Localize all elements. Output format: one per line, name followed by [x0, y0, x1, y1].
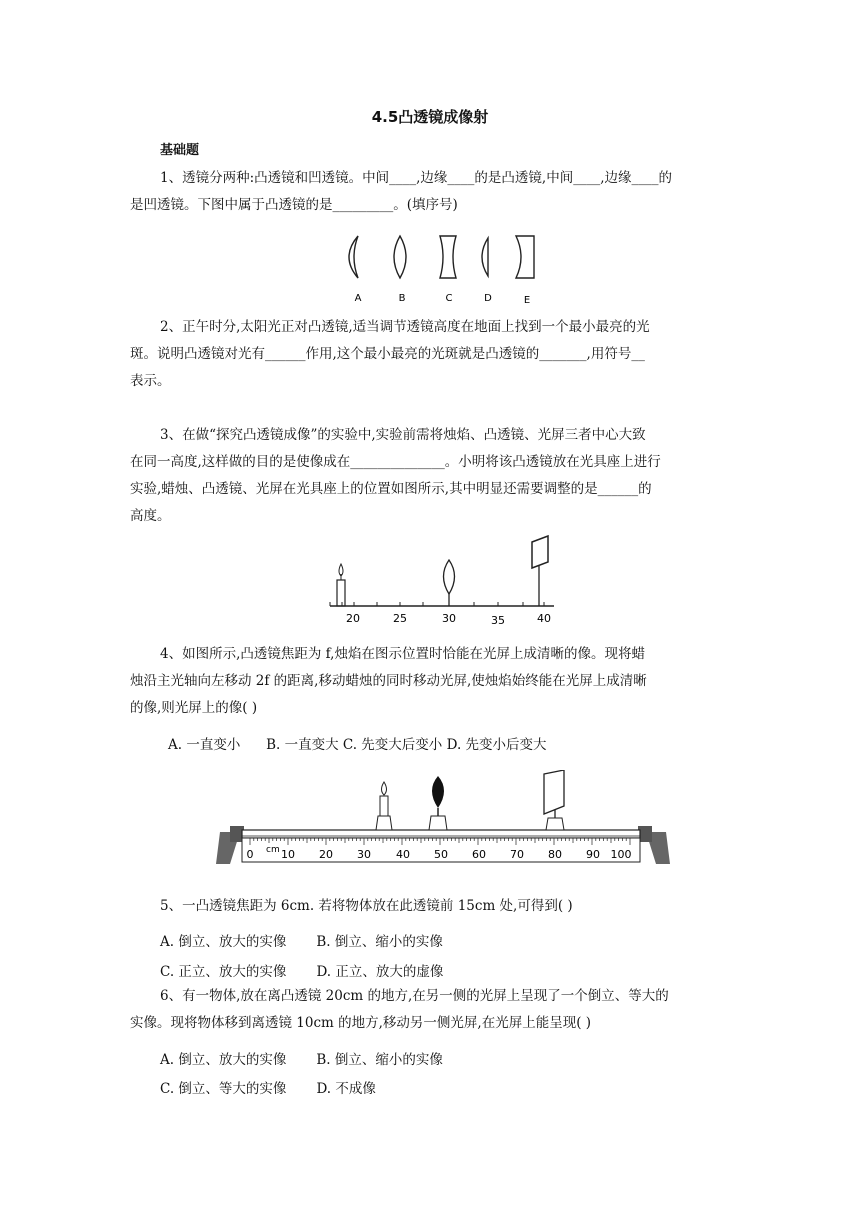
bench-label-50: 50: [434, 848, 448, 861]
question-3: [130, 422, 732, 530]
question-6: [130, 983, 732, 1037]
q6-line1: 6、有一物体,放在离凸透镜 20cm 的地方,在另一侧的光屏上呈现了一个倒立、等大的: [160, 988, 669, 1004]
convex-lens-icon: [444, 560, 455, 606]
q6-line2: 实像。现将物体移到离透镜 10cm 的地方,移动另一侧光屏,在光屏上能呈现( ): [130, 1015, 592, 1031]
q4-line3: 的像,则光屏上的像( ): [130, 700, 258, 716]
lens-b-shape: [394, 236, 406, 278]
q2-line2: 斑。说明凸透镜对光有______作用,这个最小最亮的光斑就是凸透镜的_______,用符号__: [130, 346, 645, 362]
bench-label-80: 80: [548, 848, 562, 861]
bench-label-40: 40: [396, 848, 410, 861]
q3-line2: 在同一高度,这样做的目的是使像成在______________。小明将该凸透镜放在光具座上进行: [130, 454, 661, 470]
q6-options-row-1: A. 倒立、放大的实像 B. 倒立、缩小的实像: [160, 1052, 443, 1068]
lens-d-shape: [482, 238, 488, 276]
lens-label-c: C: [445, 293, 453, 304]
q5-stem: 5、一凸透镜焦距为 6cm. 若将物体放在此透镜前 15cm 处,可得到( ): [160, 898, 573, 914]
q3-line4: 高度。: [130, 508, 171, 524]
bench-unit-label: cm: [266, 845, 280, 855]
q1-line2: 是凹透镜。下图中属于凸透镜的是_________。(填序号): [130, 197, 458, 213]
bench-label-0: 0: [246, 848, 254, 861]
question-4: [130, 641, 732, 722]
q4-line1: 4、如图所示,凸透镜焦距为 f,烛焰在图示位置时恰能在光屏上成清晰的像。现将蜡: [160, 646, 645, 662]
q4-line2: 烛沿主光轴向左移动 2f 的距离,移动蜡烛的同时移动光屏,使烛焰始终能在光屏上成清晰: [130, 673, 647, 689]
candle-icon: [337, 564, 345, 606]
section-heading: 基础题: [160, 143, 200, 158]
lens-shapes-figure: [336, 230, 546, 310]
bench-label-70: 70: [510, 848, 524, 861]
question-5: [130, 893, 732, 920]
q2-line3: 表示。: [130, 373, 171, 389]
q6-options-row-2: C. 倒立、等大的实像 D. 不成像: [160, 1081, 376, 1097]
q3-line1: 3、在做“探究凸透镜成像”的实验中,实验前需将烛焰、凸透镜、光屏三者中心大致: [160, 427, 646, 443]
lens-label-e: E: [523, 295, 531, 306]
q5-options-row-2: C. 正立、放大的实像 D. 正立、放大的虚像: [160, 964, 444, 980]
optical-bench-small-figure: [318, 528, 568, 628]
scale-label-20: 20: [346, 612, 360, 625]
q2-line1: 2、正午时分,太阳光正对凸透镜,适当调节透镜高度在地面上找到一个最小最亮的光: [160, 319, 650, 335]
bench-label-90: 90: [586, 848, 600, 861]
bench-label-30: 30: [357, 848, 371, 861]
scale-label-30: 30: [442, 612, 456, 625]
page-title: 4.5凸透镜成像射: [371, 108, 489, 126]
bench-label-20: 20: [319, 848, 333, 861]
lens-label-d: D: [484, 293, 492, 304]
lens-label-b: B: [398, 293, 406, 304]
scale-label-35: 35: [491, 614, 505, 627]
q1-line1: 1、透镜分两种:凸透镜和凹透镜。中间____,边缘____的是凸透镜,中间____,边缘____的: [160, 170, 673, 186]
lens-a-shape: [349, 236, 358, 278]
candle-icon: [376, 782, 392, 830]
q4-options: A. 一直变小 B. 一直变大 C. 先变大后变小 D. 先变小后变大: [168, 737, 547, 753]
bench-label-100: 100: [610, 848, 632, 861]
bench-label-60: 60: [472, 848, 486, 861]
lens-c-shape: [440, 236, 456, 278]
bench-rail: [242, 830, 640, 838]
convex-lens-icon: [429, 776, 447, 830]
scale-label-25: 25: [393, 612, 407, 625]
lens-label-a: A: [354, 293, 362, 304]
q3-line3: 实验,蜡烛、凸透镜、光屏在光具座上的位置如图所示,其中明显还需要调整的是______的: [130, 481, 652, 497]
question-2: [130, 314, 732, 395]
screen-icon: [544, 770, 564, 830]
optical-bench-large-figure: [214, 770, 672, 870]
question-1: [130, 165, 732, 219]
scale-label-40: 40: [537, 612, 551, 625]
screen-icon: [532, 536, 548, 606]
q5-options-row-1: A. 倒立、放大的实像 B. 倒立、缩小的实像: [160, 934, 443, 950]
bench-label-10: 10: [281, 848, 295, 861]
lens-e-shape: [516, 236, 534, 278]
